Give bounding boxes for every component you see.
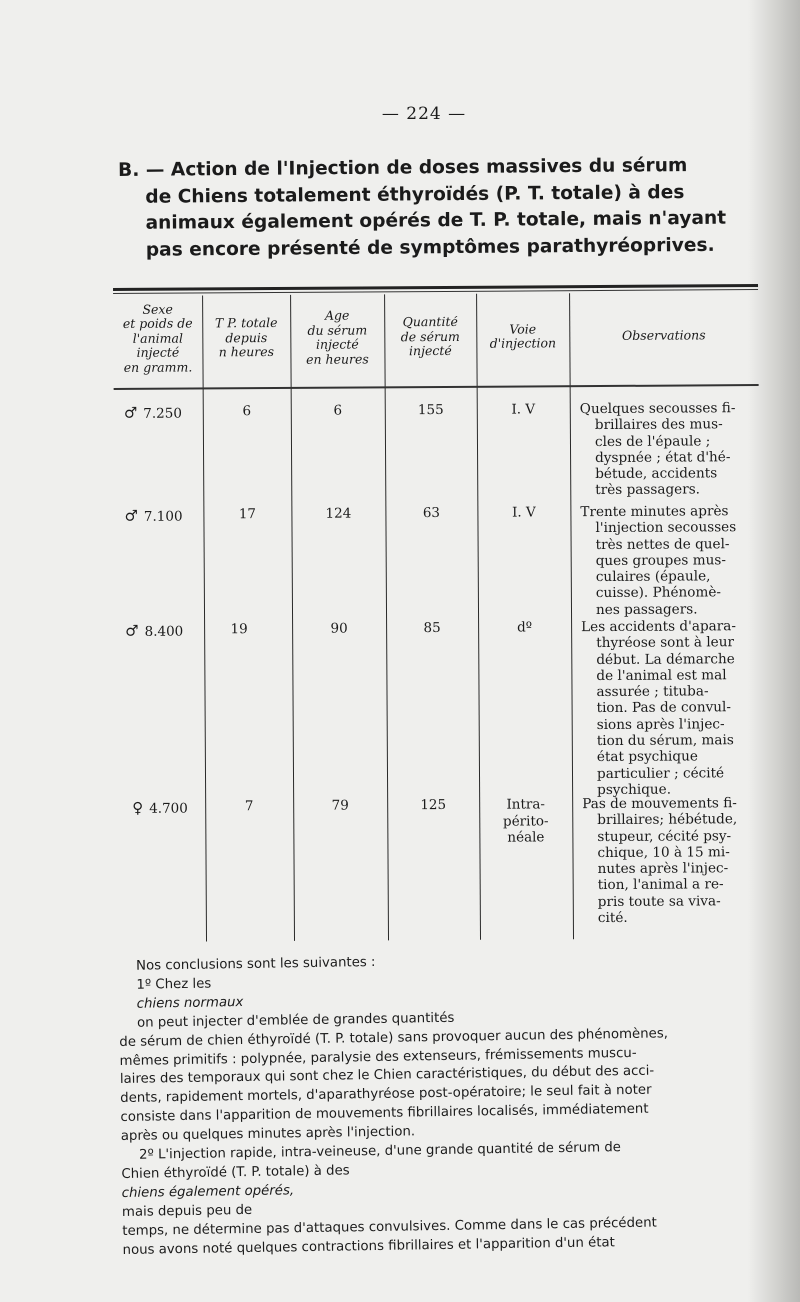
table-cell-serum-age: 79 (331, 797, 349, 814)
page-number: — 224 — (381, 104, 467, 124)
observation-line: très nettes de quel- (595, 535, 730, 553)
table-cell-route: dº (517, 619, 533, 636)
header-text: de sérum (400, 328, 460, 344)
paragraph-line: temps, ne détermine pas d'attaques convulsives. Comme dans le cas précédent (122, 1215, 657, 1239)
weight-value: 7.250 (143, 405, 182, 422)
female-symbol-icon: ♀ (132, 798, 144, 817)
observation-line: psychique. (597, 781, 672, 799)
header-bottom-rule (114, 384, 759, 390)
observation-line: de l'animal est mal (596, 667, 727, 684)
conclusions-text (118, 948, 773, 1261)
paragraph-line (121, 1156, 772, 1223)
table-cell-serum-age: 6 (333, 402, 343, 419)
heading-line: de Chiens totalement éthyroïdés (P. T. totale) à des (145, 181, 685, 208)
route-line: néale (507, 829, 545, 846)
weight-value: 7.100 (143, 508, 183, 525)
paragraph-line: mêmes primitifs : polypnée, paralysie des extenseurs, frémissements muscu- (119, 1045, 637, 1069)
observation-line: bétude, accidents (595, 465, 718, 483)
observation-line: dyspnée ; état d'hé- (595, 449, 731, 466)
header-tp-total (202, 297, 290, 380)
text-run: on peut injecter d'emblée de grandes quantités (136, 1010, 455, 1031)
male-symbol-icon: ♂ (125, 621, 139, 640)
table-cell-quantity: 125 (420, 796, 447, 814)
section-heading (118, 152, 769, 264)
observation-line: l'injection secousses (595, 519, 737, 537)
header-text: Quantité (402, 314, 458, 330)
observation-line: chique, 10 à 15 mi- (597, 844, 730, 861)
route-line: Intra- (506, 796, 546, 813)
observation-line: Les accidents d'apara- (581, 618, 737, 636)
observation-line: tion du sérum, mais (596, 732, 734, 750)
table-cell-observations (581, 618, 760, 798)
weight-value: 8.400 (144, 623, 184, 640)
observation-line: brillaires des mus- (594, 416, 723, 434)
header-sex-weight (113, 297, 202, 380)
observation-line: nutes après l'injec- (597, 860, 729, 878)
header-text: l'animal (132, 330, 184, 346)
observation-line: thyréose sont à leur (596, 634, 735, 652)
header-text: injecté (315, 336, 359, 352)
table-cell-tp-hours: 17 (238, 506, 257, 523)
observation-line: état psychique (596, 748, 698, 766)
observation-line: cles de l'épaule ; (594, 432, 711, 450)
column-divider (384, 294, 389, 940)
header-text: depuis (225, 329, 268, 346)
table-cell-sex-weight (124, 403, 214, 422)
observation-line: stupeur, cécité psy- (597, 827, 732, 845)
observation-line: très passagers. (595, 481, 701, 499)
observation-line: ques groupes mus- (595, 552, 726, 569)
header-text: en heures (306, 350, 369, 367)
header-text: d'injection (489, 335, 557, 351)
observation-line: culaires (épaule, (595, 568, 711, 586)
column-divider (202, 295, 207, 941)
paragraph-line: de sérum de chien éthyroïdé (T. P. totale) sans provoquer aucun des phénomènes, (119, 1025, 669, 1050)
header-text: T P. totale (214, 315, 278, 331)
header-text: du sérum (307, 321, 368, 338)
table-cell-sex-weight (125, 621, 215, 640)
table-cell-route (479, 796, 572, 846)
observation-line: pris toute sa viva- (597, 893, 721, 910)
header-text: et poids de (122, 315, 193, 332)
emphasized-text: chiens également opérés, (121, 1183, 295, 1201)
table-cell-tp-hours: 7 (244, 798, 254, 815)
header-text: Age (324, 307, 350, 323)
observation-line: cité. (597, 909, 628, 927)
table-cell-route: I. V (512, 504, 536, 521)
header-serum-age (290, 296, 384, 379)
header-text: Observations (621, 327, 706, 343)
observation-line: sions après l'injec- (596, 716, 725, 733)
table-cell-quantity: 155 (417, 401, 444, 419)
observation-line: particulier ; cécité (596, 764, 725, 782)
table-cell-route: I. V (511, 401, 536, 418)
table-cell-observations (580, 503, 759, 618)
header-route (476, 295, 569, 378)
observation-line: début. La démarche (596, 650, 735, 668)
results-table (113, 280, 762, 944)
table-cell-quantity: 85 (423, 620, 441, 637)
paragraph-line (118, 967, 769, 1034)
header-text: Sexe (142, 301, 173, 317)
paragraph-line: après ou quelques minutes après l'injection. (120, 1124, 416, 1145)
header-text: injecté (136, 344, 180, 361)
table-cell-observations (580, 400, 759, 499)
observation-line: nes passagers. (595, 601, 698, 618)
text-run: 1º Chez les (136, 976, 212, 993)
male-symbol-icon: ♂ (123, 403, 138, 422)
observation-line: Quelques secousses fi- (579, 400, 736, 418)
table-cell-tp-hours: 6 (242, 403, 252, 420)
paragraph-line: dents, rapidement mortels, d'aparathyréose post-opératoire; le seul fait à noter (120, 1082, 652, 1107)
table-cell-sex-weight (124, 506, 214, 525)
table-cell-tp-hours: 19 (230, 621, 248, 638)
paragraph-line: nous avons noté quelques contractions fibrillaires et l'apparition d'un état (122, 1234, 615, 1258)
male-symbol-icon: ♂ (124, 506, 138, 525)
header-serum-quantity (384, 296, 476, 379)
observation-line: Trente minutes après (580, 503, 729, 521)
heading-line: animaux également opérés de T. P. totale, mais n'ayant (145, 207, 727, 234)
table-cell-quantity: 63 (422, 505, 441, 522)
weight-value: 4.700 (149, 800, 188, 817)
paragraph-line: 2º L'injection rapide, intra-veineuse, d'une grande quantité de sérum de (138, 1140, 622, 1163)
observation-line: assurée ; tituba- (596, 683, 709, 701)
emphasized-text: chiens normaux (136, 994, 244, 1012)
header-observations (569, 294, 758, 377)
table-cell-serum-age: 90 (330, 620, 348, 637)
paragraph-line: laires des temporaux qui sont chez le Chien caractéristiques, du début des acci- (119, 1064, 655, 1088)
observation-line: tion, l'animal a re- (597, 876, 724, 894)
table-cell-observations (582, 795, 761, 926)
paragraph-line: Nos conclusions sont les suivantes : (136, 954, 376, 974)
heading-line: pas encore présenté de symptômes parathyréoprives. (145, 234, 715, 261)
text-run: Chien éthyroïdé (T. P. totale) à des (121, 1163, 350, 1182)
table-cell-serum-age: 124 (325, 505, 352, 522)
paragraph-line: consiste dans l'apparition de mouvements fibrillaires localisés, immédiatement (120, 1101, 649, 1126)
route-line: périto- (502, 812, 549, 830)
text-run: mais depuis peu de (121, 1202, 253, 1220)
header-text: injecté (408, 343, 452, 359)
observation-line: tion. Pas de convul- (596, 699, 731, 717)
observation-line: cuisse). Phénomè- (595, 584, 722, 602)
heading-line: B. — Action de l'Injection de doses massives du sérum (118, 155, 688, 181)
header-text: en gramm. (123, 359, 193, 375)
observation-line: brillaires; hébétude, (597, 811, 738, 829)
header-text: Voie (509, 320, 537, 337)
column-divider (290, 295, 295, 941)
observation-line: Pas de mouvements fi- (582, 795, 737, 813)
header-text: n heures (218, 344, 275, 360)
